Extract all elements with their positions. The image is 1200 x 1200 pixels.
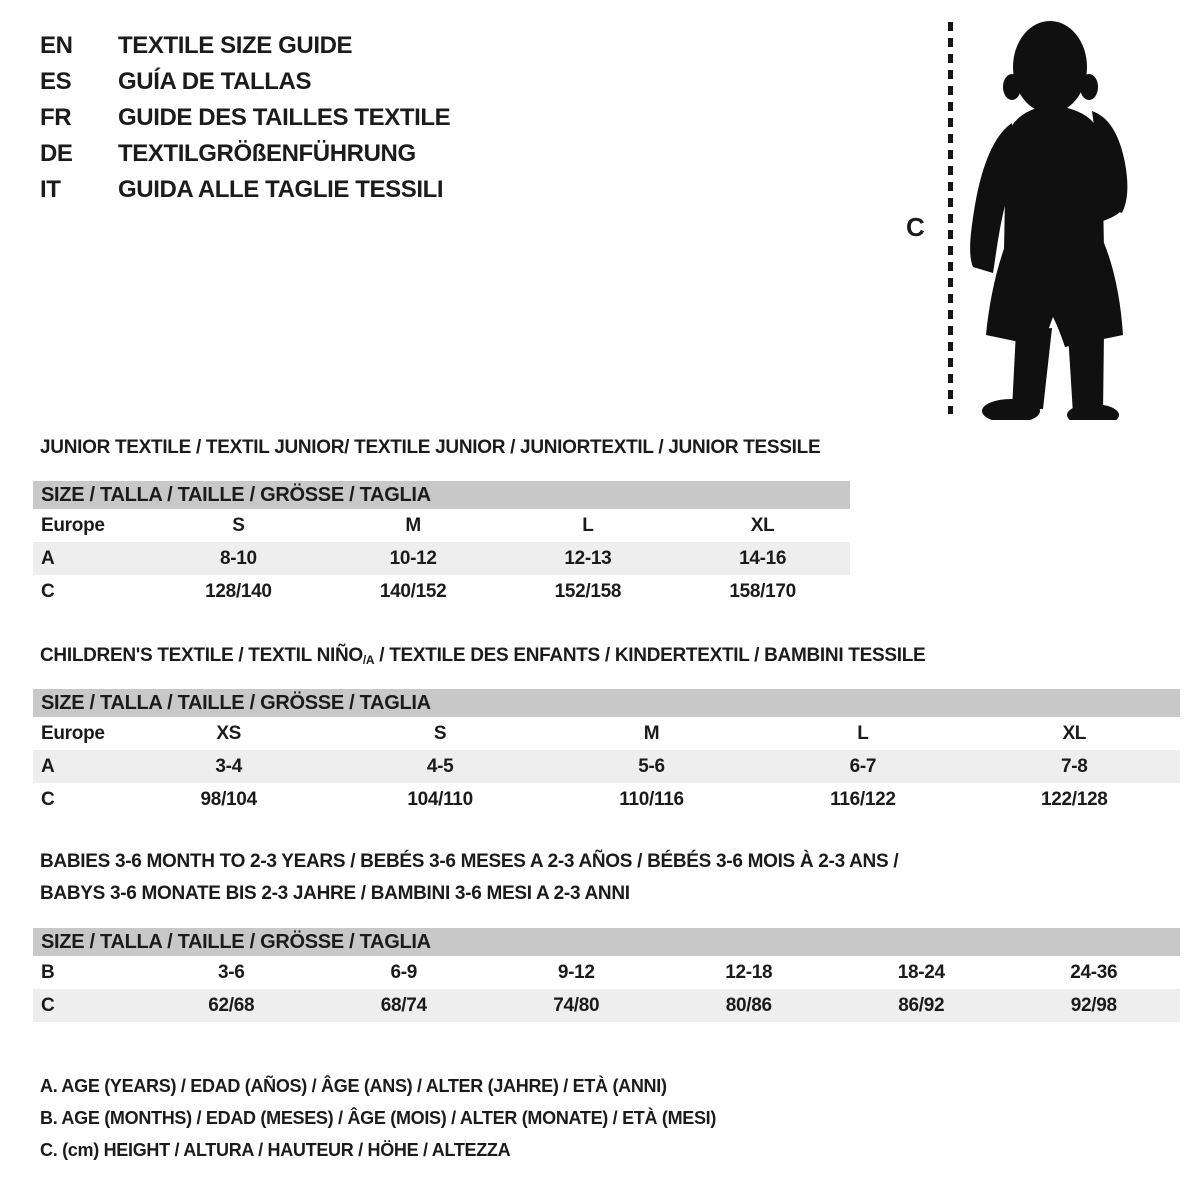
heading-text: / TEXTILE DES ENFANTS / KINDERTEXTIL / BAMBINI TESSILE <box>374 645 926 666</box>
table-cell: 62/68 <box>208 994 255 1016</box>
table-cell: L <box>857 722 869 744</box>
language-title: TEXTILGRÖßENFÜHRUNG <box>118 140 416 167</box>
legend-line-b: B. AGE (MONTHS) / EDAD (MESES) / ÂGE (MOIS) / ALTER (MONATE) / ETÀ (MESI) <box>40 1108 717 1128</box>
table-cell: S <box>232 514 245 536</box>
row-label: Europe <box>41 514 105 536</box>
children-size-table <box>33 689 1180 816</box>
row-label: C <box>41 788 55 810</box>
table-cell: 7-8 <box>1061 755 1088 777</box>
table-row <box>33 750 1180 783</box>
language-code: FR <box>40 104 72 131</box>
table-cell: 128/140 <box>205 580 272 602</box>
language-row <box>40 136 450 172</box>
table-cell: 98/104 <box>200 788 257 810</box>
table-cell: 10-12 <box>389 547 437 569</box>
table-size-header: SIZE / TALLA / TAILLE / GRÖSSE / TAGLIA <box>33 928 1180 956</box>
table-cell: L <box>582 514 594 536</box>
language-title: GUIDE DES TAILLES TEXTILE <box>118 104 451 131</box>
junior-size-table <box>33 481 850 608</box>
table-size-header: SIZE / TALLA / TAILLE / GRÖSSE / TAGLIA <box>33 689 1180 717</box>
table-cell: XS <box>216 722 242 744</box>
language-row <box>40 100 450 136</box>
section-heading-children <box>40 645 925 667</box>
row-label: A <box>41 547 55 569</box>
table-cell: 158/170 <box>729 580 796 602</box>
table-cell: 5-6 <box>638 755 665 777</box>
table-cell: 14-16 <box>739 547 787 569</box>
language-title: GUÍA DE TALLAS <box>118 68 312 95</box>
table-cell: 152/158 <box>554 580 622 602</box>
language-title: GUIDA ALLE TAGLIE TESSILI <box>118 176 444 203</box>
table-cell: M <box>643 722 660 744</box>
table-row <box>33 717 1180 750</box>
heading-subscript: /A <box>362 653 375 667</box>
table-cell: 12-13 <box>564 547 612 569</box>
table-cell: 74/80 <box>553 994 600 1016</box>
row-label: C <box>41 994 55 1016</box>
legend-line-a: A. AGE (YEARS) / EDAD (AÑOS) / ÂGE (ANS) / ALTER (JAHRE) / ETÀ (ANNI) <box>40 1076 667 1096</box>
section-heading-babies-line1: BABIES 3-6 MONTH TO 2-3 YEARS / BEBÉS 3-6 MESES A 2-3 AÑOS / BÉBÉS 3-6 MOIS À 2-3 ANS / <box>40 851 899 872</box>
height-measure-label: C <box>906 212 925 242</box>
table-cell: 3-6 <box>217 961 245 983</box>
language-row <box>40 172 450 208</box>
table-size-header: SIZE / TALLA / TAILLE / GRÖSSE / TAGLIA <box>33 481 850 509</box>
babies-size-table <box>33 928 1180 1022</box>
row-label: A <box>41 755 55 777</box>
legend-line-c: C. (cm) HEIGHT / ALTURA / HAUTEUR / HÖHE / ALTEZZA <box>40 1140 511 1160</box>
height-measure-dashed-line <box>948 22 953 414</box>
language-code: ES <box>40 68 72 95</box>
language-code: EN <box>40 32 73 59</box>
table-cell: 12-18 <box>725 961 773 983</box>
table-cell: 122/128 <box>1040 788 1108 810</box>
table-cell: 80/86 <box>725 994 772 1016</box>
table-row <box>33 783 1180 816</box>
table-cell: 104/110 <box>407 788 473 810</box>
table-cell: 6-7 <box>849 755 877 777</box>
table-cell: 140/152 <box>379 580 447 602</box>
language-title: TEXTILE SIZE GUIDE <box>118 32 353 59</box>
table-cell: 3-4 <box>215 755 242 777</box>
table-row <box>33 956 1180 989</box>
table-cell: 6-9 <box>390 961 418 983</box>
heading-text: CHILDREN'S TEXTILE / TEXTIL NIÑO <box>40 645 363 666</box>
language-row <box>40 28 450 64</box>
row-label: Europe <box>41 722 105 744</box>
row-label: B <box>41 961 55 983</box>
section-heading-junior: JUNIOR TEXTILE / TEXTIL JUNIOR/ TEXTILE JUNIOR / JUNIORTEXTIL / JUNIOR TESSILE <box>40 437 821 458</box>
table-cell: 24-36 <box>1070 961 1118 983</box>
measurement-legend <box>40 1070 716 1166</box>
table-row <box>33 542 850 575</box>
table-row <box>33 989 1180 1022</box>
toddler-silhouette-icon <box>962 15 1142 420</box>
language-title-list <box>40 28 450 208</box>
table-cell: XL <box>1062 722 1087 744</box>
table-cell: S <box>433 722 447 744</box>
table-cell: XL <box>750 514 775 536</box>
table-cell: 9-12 <box>557 961 595 983</box>
language-code: IT <box>40 176 61 203</box>
table-row <box>33 575 850 608</box>
table-cell: 110/116 <box>619 788 684 810</box>
table-cell: M <box>405 514 421 536</box>
language-code: DE <box>40 140 73 167</box>
language-row <box>40 64 450 100</box>
table-row <box>33 509 850 542</box>
table-cell: 18-24 <box>897 961 945 983</box>
table-cell: 4-5 <box>426 755 454 777</box>
table-cell: 86/92 <box>898 994 945 1016</box>
table-cell: 92/98 <box>1070 994 1117 1016</box>
table-cell: 116/122 <box>830 788 896 810</box>
section-heading-babies-line2: BABYS 3-6 MONATE BIS 2-3 JAHRE / BAMBINI 3-6 MESI A 2-3 ANNI <box>40 883 630 904</box>
table-cell: 68/74 <box>380 994 427 1016</box>
row-label: C <box>41 580 55 602</box>
table-cell: 8-10 <box>219 547 257 569</box>
